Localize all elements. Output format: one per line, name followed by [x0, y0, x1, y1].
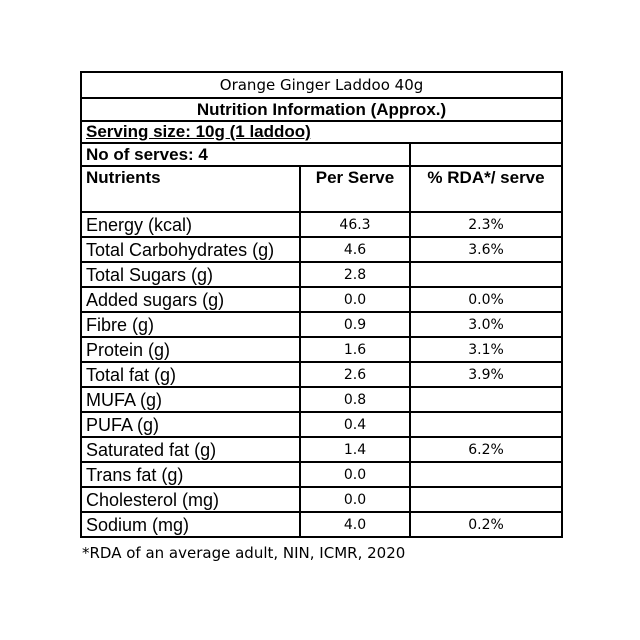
nutrient-rda-value: 0.0%: [410, 287, 562, 312]
nutrition-table: [80, 71, 563, 538]
rda-footnote: *RDA of an average adult, NIN, ICMR, 2020: [82, 544, 406, 562]
nutrient-name: Added sugars (g): [81, 287, 300, 312]
nutrient-rda-value: [410, 462, 562, 487]
nutrient-name: MUFA (g): [81, 387, 300, 412]
nutrient-per-serve-value: 0.0: [300, 287, 410, 312]
nutrient-row: [81, 412, 562, 437]
nutrient-row: [81, 362, 562, 387]
number-of-serves: No of serves: 4: [81, 143, 410, 166]
nutrient-per-serve-value: 0.0: [300, 487, 410, 512]
nutrient-per-serve-value: 46.3: [300, 212, 410, 237]
nutrient-name: Protein (g): [81, 337, 300, 362]
serves-row: [81, 143, 562, 166]
nutrition-label: [80, 71, 561, 538]
nutrient-row: [81, 262, 562, 287]
nutrient-row: [81, 212, 562, 237]
nutrient-rda-value: 2.3%: [410, 212, 562, 237]
serving-size: Serving size: 10g (1 laddoo): [81, 121, 562, 143]
nutrient-per-serve-value: 0.8: [300, 387, 410, 412]
nutrient-name: Fibre (g): [81, 312, 300, 337]
nutrient-row: [81, 512, 562, 537]
nutrient-per-serve-value: 2.6: [300, 362, 410, 387]
nutrient-row: [81, 437, 562, 462]
nutrient-rda-value: [410, 262, 562, 287]
nutrient-per-serve-value: 4.0: [300, 512, 410, 537]
nutrient-row: [81, 337, 562, 362]
heading-row: [81, 98, 562, 121]
nutrient-name: Total Sugars (g): [81, 262, 300, 287]
nutrient-rda-value: 6.2%: [410, 437, 562, 462]
nutrient-row: [81, 462, 562, 487]
column-header-row: [81, 166, 562, 212]
column-header-rda: % RDA*/ serve: [410, 166, 562, 212]
nutrient-row: [81, 487, 562, 512]
nutrient-rda-value: [410, 387, 562, 412]
nutrient-row: [81, 237, 562, 262]
nutrient-name: Cholesterol (mg): [81, 487, 300, 512]
nutrient-row: [81, 287, 562, 312]
nutrient-name: Energy (kcal): [81, 212, 300, 237]
nutrient-rda-value: [410, 487, 562, 512]
nutrient-per-serve-value: 0.4: [300, 412, 410, 437]
nutrient-per-serve-value: 2.8: [300, 262, 410, 287]
product-title-row: [81, 72, 562, 98]
nutrient-rda-value: 3.6%: [410, 237, 562, 262]
nutrient-name: Sodium (mg): [81, 512, 300, 537]
nutrient-per-serve-value: 0.0: [300, 462, 410, 487]
nutrient-per-serve-value: 1.6: [300, 337, 410, 362]
nutrient-rda-value: [410, 412, 562, 437]
nutrient-rda-value: 3.9%: [410, 362, 562, 387]
nutrient-rda-value: 3.0%: [410, 312, 562, 337]
nutrient-row: [81, 312, 562, 337]
serves-empty-cell: [410, 143, 562, 166]
nutrient-rda-value: 0.2%: [410, 512, 562, 537]
nutrient-per-serve-value: 4.6: [300, 237, 410, 262]
serving-size-row: [81, 121, 562, 143]
nutrient-per-serve-value: 1.4: [300, 437, 410, 462]
nutrient-name: Total Carbohydrates (g): [81, 237, 300, 262]
nutrient-per-serve-value: 0.9: [300, 312, 410, 337]
column-header-per-serve: Per Serve: [300, 166, 410, 212]
nutrition-heading: Nutrition Information (Approx.): [81, 98, 562, 121]
nutrient-name: Total fat (g): [81, 362, 300, 387]
nutrient-row: [81, 387, 562, 412]
nutrient-rda-value: 3.1%: [410, 337, 562, 362]
nutrient-name: Trans fat (g): [81, 462, 300, 487]
nutrient-name: PUFA (g): [81, 412, 300, 437]
column-header-nutrients: Nutrients: [81, 166, 300, 212]
product-title: Orange Ginger Laddoo 40g: [81, 72, 562, 98]
nutrient-name: Saturated fat (g): [81, 437, 300, 462]
